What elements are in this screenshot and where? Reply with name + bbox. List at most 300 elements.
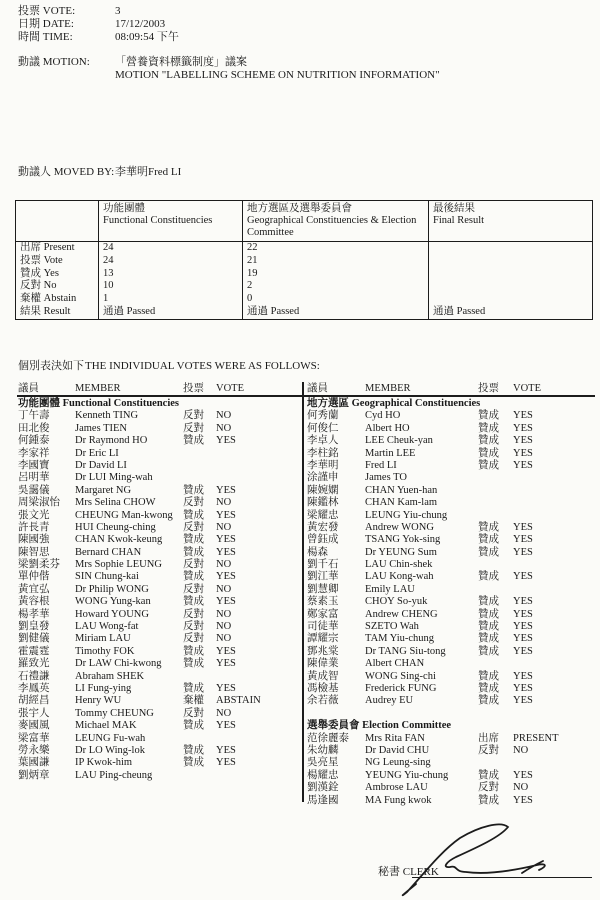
section-header: 功能團體 Functional Constituencies — [18, 398, 180, 409]
member-vote-en: YES — [216, 645, 236, 657]
member-name-en: HUI Cheung-ching — [75, 521, 156, 533]
member-vote-en: YES — [513, 571, 533, 583]
member-vote-en: YES — [513, 459, 533, 471]
member-name-zh: 吳靄儀 — [18, 484, 50, 496]
member-row — [307, 547, 595, 559]
member-name-en: LEE Cheuk-yan — [365, 435, 433, 447]
member-vote-en — [513, 584, 595, 596]
member-vote-zh: 贊成 — [183, 509, 204, 521]
member-vote-en: YES — [513, 447, 533, 459]
member-vote-en — [216, 770, 302, 782]
member-vote-en: YES — [216, 682, 236, 694]
member-row — [18, 534, 302, 546]
member-name-zh: 梁耀忠 — [307, 509, 339, 521]
member-name-en: SZETO Wah — [365, 621, 419, 633]
member-row — [18, 472, 302, 484]
member-name-en: LEUNG Fu-wah — [75, 732, 146, 744]
member-vote-en: YES — [513, 410, 533, 422]
member-vote-zh: 贊成 — [183, 546, 204, 558]
member-name-en: LEUNG Yiu-chung — [365, 509, 448, 521]
member-name-en: CHOY So-yuk — [365, 596, 428, 608]
member-vote-zh — [478, 658, 513, 670]
member-row — [307, 534, 595, 546]
member-name-en: Howard YOUNG — [75, 608, 149, 620]
member-row — [18, 646, 302, 658]
member-vote-zh: 贊成 — [478, 546, 499, 558]
member-row — [18, 435, 302, 447]
header-member-en: MEMBER — [365, 383, 411, 394]
summary-fc-value: 13 — [99, 268, 243, 281]
member-vote-en: YES — [216, 744, 236, 756]
member-vote-en: YES — [513, 794, 533, 806]
vote-number-label: 投票 VOTE: — [18, 5, 76, 17]
member-vote-en: YES — [513, 621, 533, 633]
motion-title-en: MOTION "LABELLING SCHEME ON NUTRITION INFORMATION" — [115, 69, 440, 81]
member-table-header-right — [307, 383, 541, 395]
motion-label: 動議 MOTION: — [18, 56, 90, 68]
member-name-zh: 霍震霆 — [18, 645, 50, 657]
member-vote-zh: 贊成 — [183, 744, 204, 756]
member-name-en: LAU Chin-shek — [365, 559, 433, 571]
summary-row-label: 投票 Vote — [16, 255, 99, 268]
member-name-en: Andrew WONG — [365, 521, 434, 533]
member-row — [307, 609, 595, 621]
member-name-en: Andrew CHENG — [365, 608, 438, 620]
member-name-zh: 勞永樂 — [18, 744, 50, 756]
summary-gc-value: 通過 Passed — [243, 306, 429, 319]
member-name-en: Miriam LAU — [75, 633, 131, 645]
member-name-en: TSANG Yok-sing — [365, 534, 441, 546]
member-name-zh: 李家祥 — [18, 447, 50, 459]
time-value: 08:09:54 下午 — [115, 31, 179, 43]
member-row — [307, 472, 595, 484]
member-name-zh: 鄭家富 — [307, 608, 339, 620]
member-row — [307, 646, 595, 658]
member-row — [307, 510, 595, 522]
member-row — [18, 745, 302, 757]
member-name-zh: 陳偉業 — [307, 658, 339, 670]
summary-gc-value: 21 — [243, 255, 429, 268]
member-row — [307, 497, 595, 509]
member-vote-en: NO — [216, 559, 232, 571]
member-vote-zh — [478, 472, 513, 484]
member-vote-zh: 反對 — [478, 744, 499, 756]
member-vote-zh: 贊成 — [183, 682, 204, 694]
member-row — [18, 584, 302, 596]
member-name-en: LAU Kong-wah — [365, 571, 434, 583]
member-vote-zh: 贊成 — [478, 534, 499, 546]
member-vote-zh — [478, 584, 513, 596]
header-vote-en: VOTE — [216, 383, 244, 394]
member-name-en: WONG Yung-kan — [75, 596, 151, 608]
summary-header-fc-en: Functional Constituencies — [103, 215, 213, 226]
member-name-en: Fred LI — [365, 459, 397, 471]
member-name-en: Dr TANG Siu-tong — [365, 645, 446, 657]
header-member-en: MEMBER — [75, 383, 121, 394]
member-row — [307, 448, 595, 460]
member-vote-en: YES — [216, 546, 236, 558]
member-name-en: CHAN Kwok-keung — [75, 534, 163, 546]
member-name-zh: 葉國謙 — [18, 757, 50, 769]
member-name-en: TAM Yiu-chung — [365, 633, 435, 645]
member-name-zh: 李卓人 — [307, 435, 339, 447]
member-vote-en — [513, 757, 595, 769]
summary-row — [16, 255, 593, 268]
member-vote-zh: 反對 — [183, 633, 204, 645]
member-name-zh: 劉千石 — [307, 559, 339, 571]
member-vote-zh: 贊成 — [478, 521, 499, 533]
member-row — [18, 522, 302, 534]
member-table-left — [18, 398, 302, 782]
member-row — [307, 571, 595, 583]
member-name-en: Mrs Rita FAN — [365, 732, 425, 744]
clerk-label: 秘書 CLERK — [378, 866, 439, 878]
member-vote-zh: 贊成 — [478, 682, 499, 694]
member-vote-zh: 反對 — [183, 608, 204, 620]
member-vote-en: NO — [216, 497, 232, 509]
member-name-en: CHAN Yuen-han — [365, 484, 438, 496]
member-vote-en: YES — [513, 435, 533, 447]
member-vote-zh: 贊成 — [478, 447, 499, 459]
member-row — [18, 621, 302, 633]
individual-intro-en: THE INDIVIDUAL VOTES WERE AS FOLLOWS: — [85, 360, 320, 372]
member-vote-en: NO — [513, 744, 529, 756]
member-vote-en: YES — [216, 509, 236, 521]
summary-row-label: 贊成 Yes — [16, 268, 99, 281]
summary-gc-value: 2 — [243, 280, 429, 293]
member-vote-zh: 贊成 — [478, 769, 499, 781]
member-vote-zh — [478, 757, 513, 769]
member-row — [18, 683, 302, 695]
header-member-zh: 議員 — [307, 383, 328, 394]
member-vote-en: YES — [513, 670, 533, 682]
member-vote-en: YES — [513, 608, 533, 620]
member-row — [18, 770, 302, 782]
summary-gc-value: 22 — [243, 242, 429, 255]
summary-fc-value: 通過 Passed — [99, 306, 243, 319]
member-vote-zh: 贊成 — [478, 608, 499, 620]
member-vote-zh: 贊成 — [183, 596, 204, 608]
member-vote-en: YES — [513, 534, 533, 546]
member-name-en: CHAN Kam-lam — [365, 497, 438, 509]
member-name-zh: 張文光 — [18, 509, 50, 521]
member-vote-zh: 贊成 — [183, 645, 204, 657]
member-name-en: Ambrose LAU — [365, 782, 428, 794]
member-vote-en: NO — [216, 621, 232, 633]
member-vote-zh — [183, 733, 216, 745]
member-vote-zh: 反對 — [183, 621, 204, 633]
member-vote-en: YES — [513, 633, 533, 645]
summary-row — [16, 306, 593, 319]
member-name-en: LI Fung-ying — [75, 682, 132, 694]
summary-header-fc — [99, 201, 243, 242]
member-name-zh: 李柱銘 — [307, 447, 339, 459]
member-name-en: Emily LAU — [365, 583, 415, 595]
member-name-en: Dr Eric LI — [75, 447, 119, 459]
member-name-en: Dr David CHU — [365, 744, 430, 756]
member-name-zh: 吳亮星 — [307, 757, 339, 769]
member-vote-zh — [183, 472, 216, 484]
member-vote-zh: 贊成 — [478, 596, 499, 608]
section-header: 選舉委員會 Election Committee — [307, 720, 452, 732]
member-row — [18, 547, 302, 559]
summary-gc-value: 19 — [243, 268, 429, 281]
member-name-en: NG Leung-sing — [365, 757, 431, 769]
member-row — [18, 448, 302, 460]
member-vote-en — [513, 485, 595, 497]
member-name-zh: 何俊仁 — [307, 422, 339, 434]
member-vote-en: YES — [216, 658, 236, 670]
member-name-en: Albert HO — [365, 422, 410, 434]
summary-row-label: 棄權 Abstain — [16, 293, 99, 306]
member-vote-zh: 反對 — [183, 422, 204, 434]
member-vote-en: NO — [216, 422, 232, 434]
member-name-en: Bernard CHAN — [75, 546, 142, 558]
member-name-en: YEUNG Yiu-chung — [365, 769, 449, 781]
member-row — [307, 757, 595, 769]
member-row — [18, 757, 302, 769]
member-table-right — [307, 398, 595, 807]
member-name-zh: 馬逢國 — [307, 794, 339, 806]
member-name-en: Martin LEE — [365, 447, 416, 459]
header-member-zh: 議員 — [18, 383, 39, 394]
member-row — [18, 510, 302, 522]
member-vote-en: YES — [216, 720, 236, 732]
member-vote-zh: 贊成 — [183, 435, 204, 447]
member-vote-zh: 贊成 — [478, 645, 499, 657]
member-name-en: SIN Chung-kai — [75, 571, 139, 583]
member-row — [307, 584, 595, 596]
member-row — [307, 671, 595, 683]
member-row — [18, 485, 302, 497]
member-name-en: Dr David LI — [75, 459, 127, 471]
member-name-en: Henry WU — [75, 695, 122, 707]
member-name-en: IP Kwok-him — [75, 757, 133, 769]
member-name-en: MA Fung kwok — [365, 794, 432, 806]
member-row — [307, 460, 595, 472]
member-vote-zh: 贊成 — [478, 410, 499, 422]
section-header: 地方選區 Geographical Constituencies — [307, 398, 481, 409]
member-name-zh: 劉皇發 — [18, 621, 50, 633]
spacer — [307, 708, 595, 720]
summary-row — [16, 280, 593, 293]
member-name-en: Dr Philip WONG — [75, 583, 149, 595]
member-vote-zh: 贊成 — [183, 534, 204, 546]
member-row — [307, 522, 595, 534]
member-row — [18, 423, 302, 435]
motion-title-zh: 「營養資料標籤制度」議案 — [115, 56, 247, 68]
member-vote-zh — [478, 497, 513, 509]
member-vote-en: YES — [216, 757, 236, 769]
member-row — [18, 571, 302, 583]
member-name-en: Margaret NG — [75, 484, 132, 496]
member-vote-en: YES — [216, 596, 236, 608]
member-vote-zh: 反對 — [183, 521, 204, 533]
member-name-zh: 朱幼麟 — [307, 744, 339, 756]
member-vote-zh: 贊成 — [478, 794, 499, 806]
summary-fc-value: 1 — [99, 293, 243, 306]
member-name-en: Dr Raymond HO — [75, 435, 148, 447]
member-vote-zh: 贊成 — [183, 720, 204, 732]
member-row — [307, 683, 595, 695]
summary-final-value — [429, 255, 593, 268]
member-name-en: Michael MAK — [75, 720, 137, 732]
member-vote-en: NO — [216, 608, 232, 620]
member-vote-en: YES — [216, 571, 236, 583]
member-vote-zh: 贊成 — [478, 621, 499, 633]
member-row — [18, 658, 302, 670]
member-vote-zh: 贊成 — [478, 571, 499, 583]
summary-final-value: 通過 Passed — [429, 306, 593, 319]
member-row — [18, 460, 302, 472]
member-name-zh: 劉慧卿 — [307, 583, 339, 595]
summary-row — [16, 242, 593, 255]
member-vote-en — [513, 658, 595, 670]
member-vote-en: YES — [216, 484, 236, 496]
member-name-zh: 陳鑑林 — [307, 497, 339, 509]
member-vote-zh: 贊成 — [478, 695, 499, 707]
member-row — [307, 423, 595, 435]
member-vote-zh: 贊成 — [478, 422, 499, 434]
member-vote-zh: 贊成 — [478, 633, 499, 645]
member-vote-en: YES — [216, 435, 236, 447]
member-vote-zh: 贊成 — [478, 459, 499, 471]
member-row — [18, 733, 302, 745]
member-vote-zh: 贊成 — [478, 435, 499, 447]
member-name-zh: 黃宏發 — [307, 521, 339, 533]
member-vote-en: NO — [216, 707, 232, 719]
member-name-zh: 胡經昌 — [18, 695, 50, 707]
member-vote-en — [513, 510, 595, 522]
summary-fc-value: 10 — [99, 280, 243, 293]
member-name-zh: 劉江華 — [307, 571, 339, 583]
member-name-zh: 陳國強 — [18, 534, 50, 546]
member-vote-zh: 贊成 — [478, 670, 499, 682]
member-vote-zh: 贊成 — [183, 571, 204, 583]
member-vote-en: YES — [513, 645, 533, 657]
member-name-zh: 范徐麗泰 — [307, 732, 349, 744]
member-row — [307, 733, 595, 745]
date-value: 17/12/2003 — [115, 18, 166, 30]
summary-header-empty — [16, 201, 99, 242]
member-name-zh: 鄧兆棠 — [307, 645, 339, 657]
member-row — [18, 671, 302, 683]
member-name-en: Audrey EU — [365, 695, 414, 707]
member-row — [18, 633, 302, 645]
summary-final-value — [429, 242, 593, 255]
member-table-header-left — [18, 383, 244, 395]
member-name-en: Frederick FUNG — [365, 682, 437, 694]
summary-row-label: 出席 Present — [16, 242, 99, 255]
clerk-signature — [396, 820, 561, 898]
member-name-zh: 丁午壽 — [18, 410, 50, 422]
member-name-zh: 梁劉柔芬 — [18, 559, 60, 571]
member-name-zh: 陳婉嫻 — [307, 484, 339, 496]
member-vote-zh: 贊成 — [183, 658, 204, 670]
summary-header-final-en: Final Result — [433, 215, 485, 226]
member-name-en: Kenneth TING — [75, 410, 139, 422]
member-vote-en — [513, 559, 595, 571]
member-row — [307, 782, 595, 794]
member-name-zh: 梁富華 — [18, 732, 50, 744]
member-name-zh: 余若薇 — [307, 695, 339, 707]
member-name-zh: 石禮謙 — [18, 670, 50, 682]
member-row — [307, 633, 595, 645]
member-name-zh: 李國寶 — [18, 459, 50, 471]
member-name-zh: 陳智思 — [18, 546, 50, 558]
summary-header-gc-zh: 地方選區及選舉委員會 — [247, 203, 352, 214]
member-row — [18, 497, 302, 509]
member-vote-en — [216, 671, 302, 683]
member-name-zh: 涂謹申 — [307, 472, 339, 484]
member-name-zh: 司徒華 — [307, 621, 339, 633]
member-vote-en: NO — [513, 782, 529, 794]
member-name-zh: 曾鈺成 — [307, 534, 339, 546]
member-vote-zh: 贊成 — [183, 757, 204, 769]
summary-table — [15, 200, 593, 320]
member-vote-zh: 反對 — [478, 782, 499, 794]
member-row — [307, 435, 595, 447]
header-underline — [17, 395, 595, 397]
member-name-en: Abraham SHEK — [75, 670, 145, 682]
member-name-zh: 呂明華 — [18, 472, 50, 484]
member-row — [307, 559, 595, 571]
summary-header-gc-en: Geographical Constituencies & Election Committee — [247, 215, 417, 238]
member-row — [18, 596, 302, 608]
member-row — [307, 410, 595, 422]
member-name-en: Timothy FOK — [75, 645, 135, 657]
member-vote-zh: 反對 — [183, 707, 204, 719]
member-name-en: Cyd HO — [365, 410, 401, 422]
summary-table-body — [16, 242, 593, 320]
summary-fc-value: 24 — [99, 255, 243, 268]
member-name-en: Mrs Sophie LEUNG — [75, 559, 162, 571]
member-row — [307, 795, 595, 807]
member-vote-en — [216, 472, 302, 484]
member-name-zh: 許長青 — [18, 521, 50, 533]
member-name-zh: 何鍾泰 — [18, 435, 50, 447]
member-name-zh: 楊耀忠 — [307, 769, 339, 781]
summary-final-value — [429, 268, 593, 281]
summary-row — [16, 268, 593, 281]
member-vote-en: NO — [216, 410, 232, 422]
member-vote-en: ABSTAIN — [216, 695, 261, 707]
member-name-zh: 張宇人 — [18, 707, 50, 719]
member-name-en: CHEUNG Man-kwong — [75, 509, 173, 521]
member-vote-en: YES — [513, 769, 533, 781]
member-vote-zh: 贊成 — [183, 484, 204, 496]
member-name-en: Dr LAW Chi-kwong — [75, 658, 162, 670]
member-name-zh: 羅致光 — [18, 658, 50, 670]
member-name-zh: 黃宜弘 — [18, 583, 50, 595]
member-row — [307, 485, 595, 497]
member-vote-en: YES — [513, 422, 533, 434]
member-name-zh: 何秀蘭 — [307, 410, 339, 422]
member-name-zh: 劉炳章 — [18, 769, 50, 781]
member-row — [18, 609, 302, 621]
summary-row-label: 結果 Result — [16, 306, 99, 319]
member-name-zh: 劉健儀 — [18, 633, 50, 645]
member-name-en: WONG Sing-chi — [365, 670, 436, 682]
member-name-en: Dr YEUNG Sum — [365, 546, 437, 558]
individual-intro-zh: 個別表決如下 — [18, 360, 84, 372]
member-vote-en — [216, 448, 302, 460]
member-name-zh: 劉漢銓 — [307, 782, 339, 794]
member-name-en: Tommy CHEUNG — [75, 707, 154, 719]
member-name-en: Albert CHAN — [365, 658, 425, 670]
column-divider — [302, 382, 304, 802]
summary-header-gc — [243, 201, 429, 242]
